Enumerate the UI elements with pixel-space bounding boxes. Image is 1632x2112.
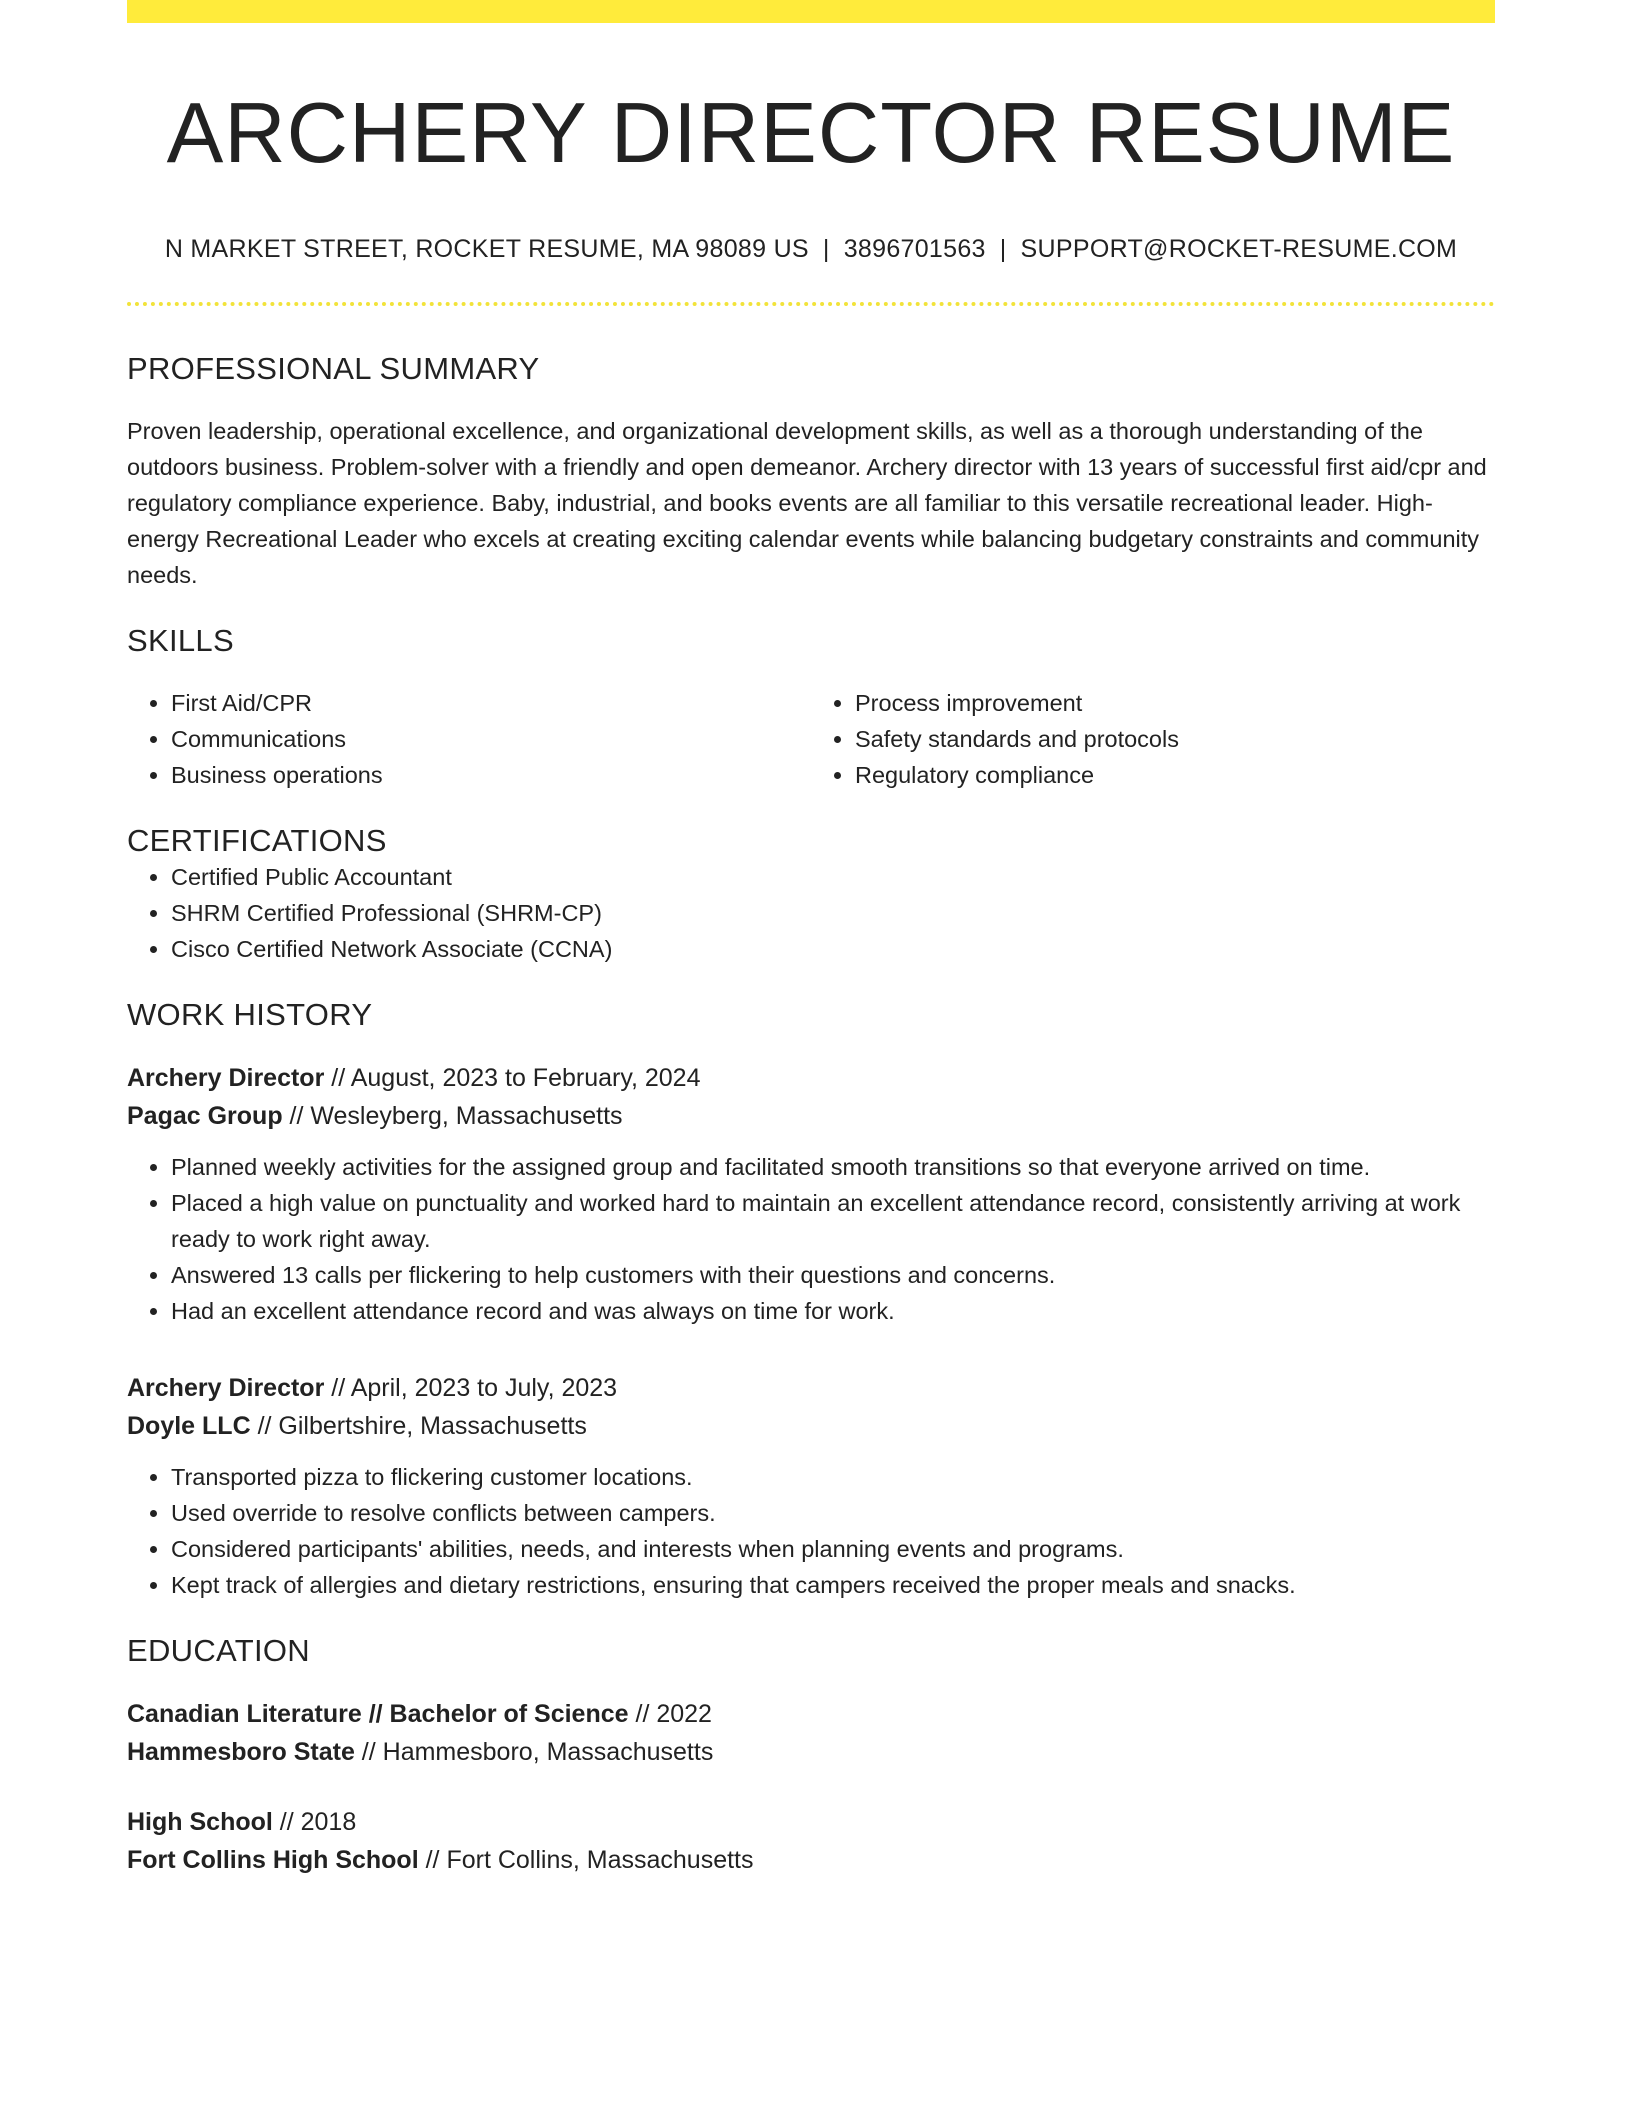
certification-item: • Cisco Certified Network Associate (CCNA) — [171, 931, 1495, 967]
job-location: // Wesleyberg, Massachusetts — [282, 1102, 623, 1130]
contact-address: N MARKET STREET, ROCKET RESUME, MA 98089 US — [164, 235, 809, 263]
job-company: Pagac Group — [127, 1102, 283, 1130]
education-year: // 2018 — [272, 1808, 357, 1836]
job-bullet: • Answered 13 calls per flickering to help customers with their questions and concerns. — [171, 1257, 1495, 1293]
accent-bar — [127, 0, 1495, 23]
education-entry — [127, 1695, 1495, 1771]
education-degree: High School — [127, 1808, 273, 1836]
job-bullet: • Considered participants' abilities, needs, and interests when planning events and programs. — [171, 1531, 1495, 1567]
job-bullet: • Kept track of allergies and dietary restrictions, ensuring that campers received the proper meals and snacks. — [171, 1567, 1495, 1603]
job-company-line — [127, 1407, 1495, 1445]
contact-phone: 3896701563 — [843, 235, 986, 263]
header-divider — [127, 302, 1495, 306]
contact-separator: | — [999, 235, 1007, 263]
skills-heading: SKILLS — [127, 623, 234, 658]
job-location: // Gilbertshire, Massachusetts — [250, 1412, 587, 1440]
job-role: Archery Director — [127, 1374, 325, 1402]
education-school: Fort Collins High School — [127, 1846, 419, 1874]
education-heading: EDUCATION — [127, 1633, 310, 1668]
skill-item: • Process improvement — [855, 685, 1495, 721]
skills-list-left — [127, 685, 811, 793]
certifications-list — [127, 859, 1495, 967]
job-title-line — [127, 1369, 1495, 1407]
education-year: // 2022 — [628, 1700, 712, 1728]
job-role: Archery Director — [127, 1064, 325, 1092]
job-dates: // August, 2023 to February, 2024 — [324, 1064, 701, 1092]
summary-heading: PROFESSIONAL SUMMARY — [127, 351, 540, 386]
education-location: // Fort Collins, Massachusetts — [418, 1846, 754, 1874]
job-bullet: • Transported pizza to flickering customer locations. — [171, 1459, 1495, 1495]
work-history-heading: WORK HISTORY — [127, 997, 373, 1032]
certification-item: • Certified Public Accountant — [171, 859, 1495, 895]
summary-text: Proven leadership, operational excellence, and organizational development skills, as well as a thorough understanding of the outdoors business. Problem-solver with a friendly and open demeanor. Archery director with 13 years of successful first aid/cpr and regulatory compliance experience. Baby, industrial, and books events are all familiar to this versatile recreational leader. High-energy Recreational Leader who excels at creating exciting calendar events while balancing budgetary constraints and community needs. — [127, 418, 1487, 588]
skill-item: • Business operations — [171, 757, 811, 793]
contact-line — [127, 235, 1495, 264]
certification-item: • SHRM Certified Professional (SHRM-CP) — [171, 895, 1495, 931]
job-bullet: • Placed a high value on punctuality and worked hard to maintain an excellent attendance record, consistently arriving at work ready to work right away. — [171, 1185, 1495, 1257]
job-bullet: • Used override to resolve conflicts between campers. — [171, 1495, 1495, 1531]
job-bullet: • Planned weekly activities for the assigned group and facilitated smooth transitions so that everyone arrived on time. — [171, 1149, 1495, 1185]
skills-list-right — [811, 685, 1495, 793]
skills-grid — [127, 685, 1495, 793]
job-company-line — [127, 1097, 1495, 1135]
education-degree-line — [127, 1803, 1495, 1841]
education-location: // Hammesboro, Massachusetts — [354, 1738, 714, 1766]
resume-page — [127, 0, 1495, 1879]
job-entry — [127, 1059, 1495, 1329]
contact-separator: | — [822, 235, 830, 263]
skill-item: • Communications — [171, 721, 811, 757]
job-bullets — [127, 1459, 1495, 1603]
job-title-line — [127, 1059, 1495, 1097]
page-title: ARCHERY DIRECTOR RESUME — [166, 86, 1456, 181]
job-dates: // April, 2023 to July, 2023 — [324, 1374, 618, 1402]
certifications-heading: CERTIFICATIONS — [127, 823, 387, 858]
skill-item: • First Aid/CPR — [171, 685, 811, 721]
skill-item: • Regulatory compliance — [855, 757, 1495, 793]
education-entry — [127, 1803, 1495, 1879]
education-school-line — [127, 1841, 1495, 1879]
job-bullet: • Had an excellent attendance record and was always on time for work. — [171, 1293, 1495, 1329]
skill-item: • Safety standards and protocols — [855, 721, 1495, 757]
education-school: Hammesboro State — [127, 1738, 355, 1766]
job-bullets — [127, 1149, 1495, 1329]
job-entry — [127, 1369, 1495, 1603]
education-degree: Canadian Literature // Bachelor of Science — [127, 1700, 629, 1728]
education-degree-line — [127, 1695, 1495, 1733]
job-company: Doyle LLC — [127, 1412, 251, 1440]
contact-email: SUPPORT@ROCKET-RESUME.COM — [1020, 235, 1458, 263]
education-school-line — [127, 1733, 1495, 1771]
